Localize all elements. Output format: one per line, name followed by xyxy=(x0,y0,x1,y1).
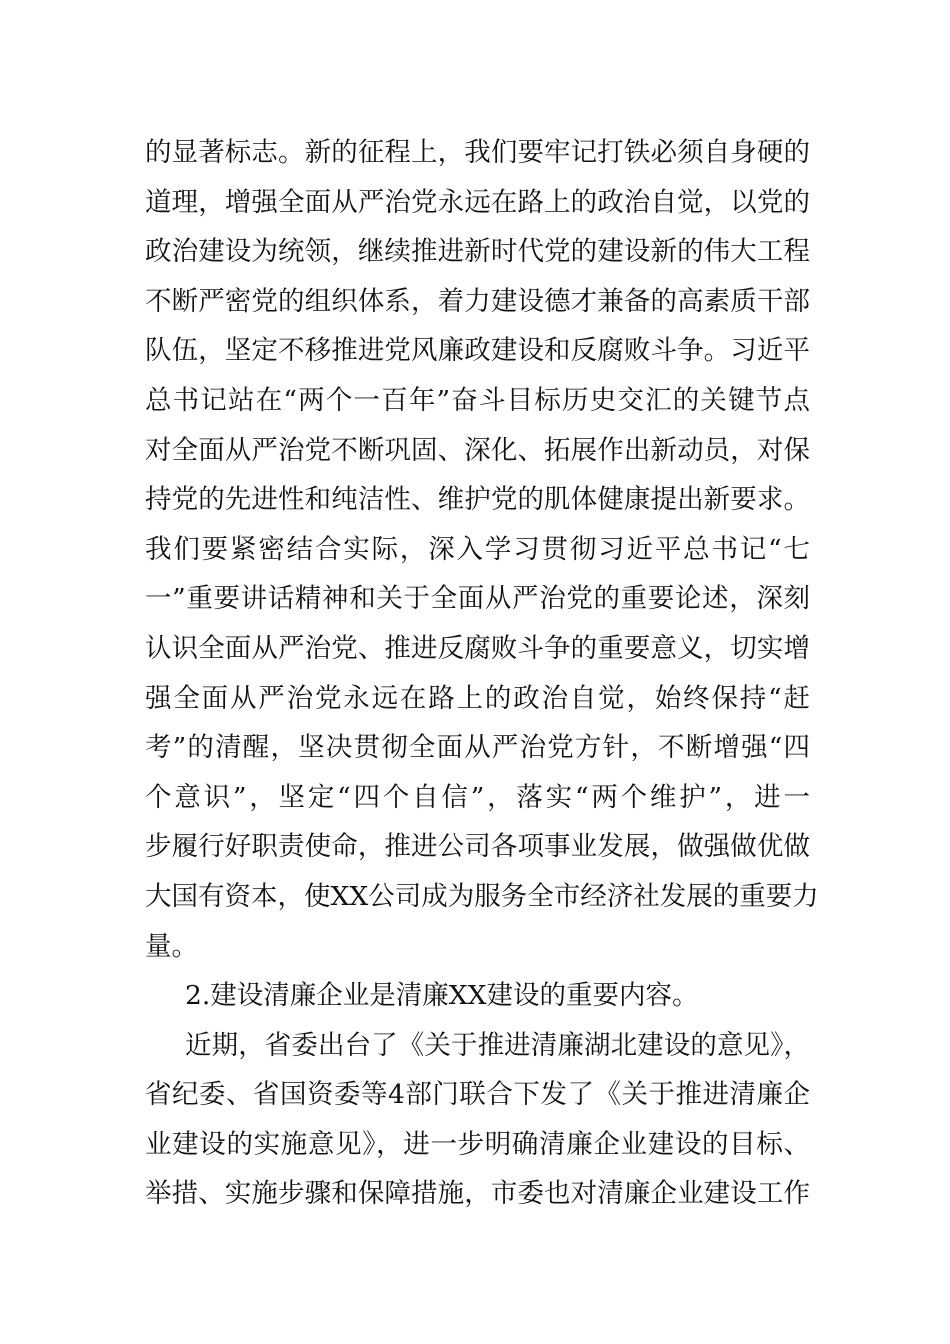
text-line: 步履行好职责使命，推进公司各项事业发展，做强做优做 xyxy=(145,831,810,863)
document-body xyxy=(145,128,819,1219)
text-line: 举措、实施步骤和保障措施，市委也对清廉企业建设工作 xyxy=(145,1178,810,1210)
text-line: 持党的先进性和纯洁性、维护党的肌体健康提出新要求。 xyxy=(145,484,810,516)
text-line: 不断严密党的组织体系，着力建设德才兼备的高素质干部 xyxy=(145,285,810,317)
text-line: 认识全面从严治党、推进反腐败斗争的重要意义，切实增 xyxy=(145,632,810,664)
text-line: 业建设的实施意见》，进一步明确清廉企业建设的目标、 xyxy=(145,1128,810,1160)
text-line: 量。 xyxy=(145,930,198,962)
text-line: 大国有资本，使XX公司成为服务全市经济社发展的重要力 xyxy=(145,880,819,912)
heading-text: 2.建设清廉企业是清廉XX建设的重要内容。 xyxy=(185,980,699,1012)
text-line: 考”的清醒，坚决贯彻全面从严治党方针，不断增强“四 xyxy=(145,732,810,764)
text-line: 我们要紧密结合实际，深入学习贯彻习近平总书记“七 xyxy=(145,533,810,565)
text-line: 队伍，坚定不移推进党风廉政建设和反腐败斗争。习近平 xyxy=(145,335,810,367)
paragraph-2 xyxy=(145,1021,810,1219)
paragraph-1 xyxy=(145,128,819,971)
text-line: 个意识”，坚定“四个自信”，落实“两个维护”，进一 xyxy=(145,781,810,813)
text-line: 近期，省委出台了《关于推进清廉湖北建设的意见》， xyxy=(185,1029,810,1061)
text-line: 总书记站在“两个一百年”奋斗目标历史交汇的关键节点 xyxy=(145,384,810,416)
text-line: 政治建设为统领，继续推进新时代党的建设新的伟大工程 xyxy=(145,236,810,268)
text-line: 的显著标志。新的征程上，我们要牢记打铁必须自身硬的 xyxy=(145,137,810,168)
text-line: 强全面从严治党永远在路上的政治自觉，始终保持“赶 xyxy=(145,682,810,714)
text-line: 省纪委、省国资委等4部门联合下发了《关于推进清廉企 xyxy=(145,1079,810,1111)
section-heading-2 xyxy=(145,971,810,1021)
text-line: 道理，增强全面从严治党永远在路上的政治自觉，以党的 xyxy=(145,186,810,218)
text-line: 对全面从严治党不断巩固、深化、拓展作出新动员，对保 xyxy=(145,434,810,466)
text-line: 一”重要讲话精神和关于全面从严治党的重要论述，深刻 xyxy=(145,583,810,615)
